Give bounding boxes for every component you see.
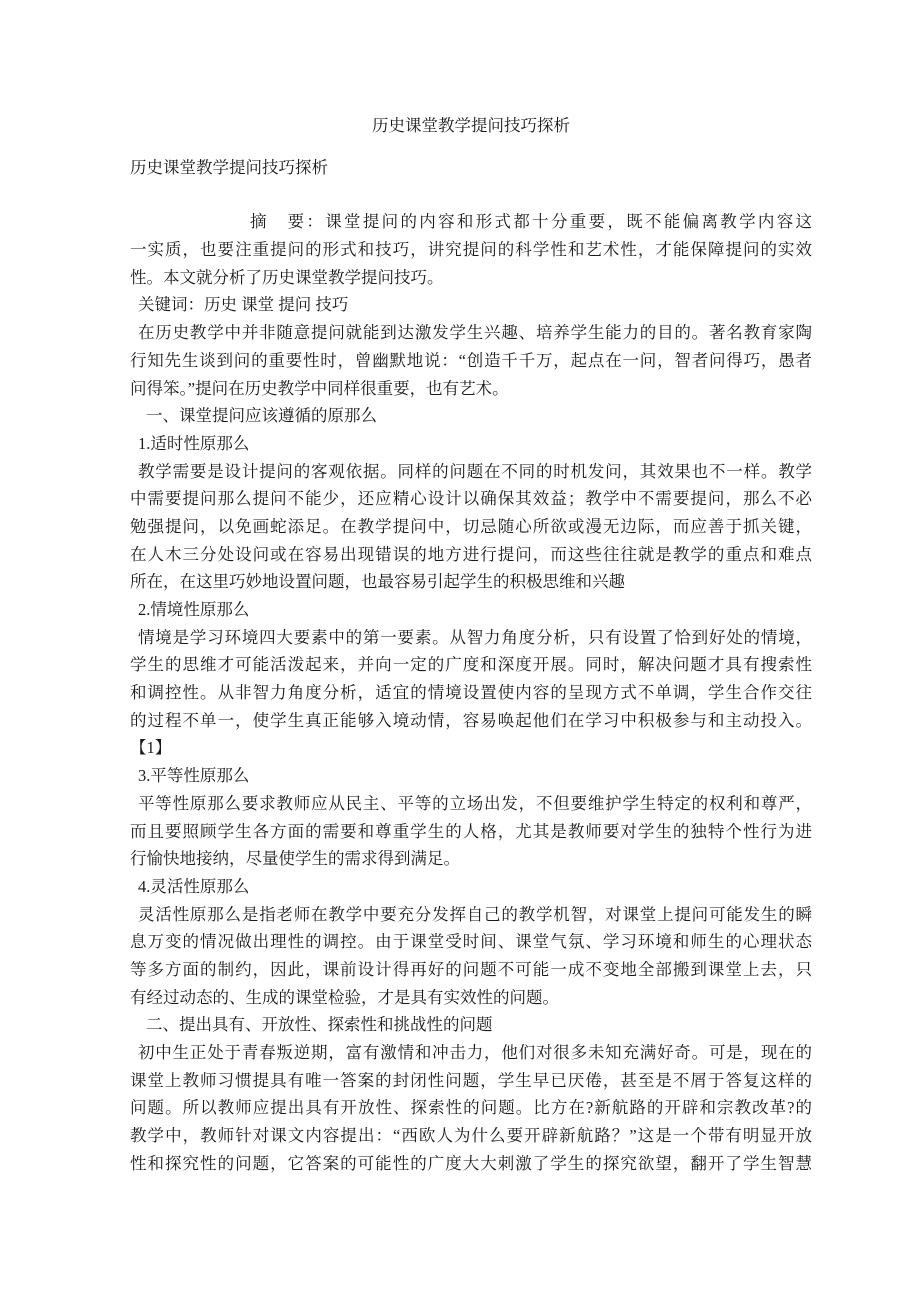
paragraph-body	[130, 458, 812, 596]
text-line: 在人木三分处设问或在容易出现错误的地方进行提问，而这些往往就是教学的重点和难点	[130, 544, 812, 564]
paragraph-abstract	[130, 208, 812, 291]
document-page	[130, 112, 812, 1177]
text-line: 课堂上教师习惯提具有唯一答案的封闭性问题，学生早已厌倦，甚至是不屑于答复这样的	[130, 1070, 812, 1090]
text-line: 4.灵活性原那么	[138, 876, 250, 896]
text-line: 1.适时性原那么	[138, 433, 250, 453]
text-line: 而且要照顾学生各方面的需要和尊重学生的人格，尤其是教师要对学生的独特个性行为进	[130, 821, 812, 841]
paragraph-body	[130, 1039, 812, 1177]
text-line: 有经过动态的、生成的课堂检验，才是具有实效性的问题。	[130, 987, 559, 1007]
text-line: 和调控性。从非智力角度分析，适宜的情境设置使内容的呈现方式不单调，学生合作交往	[130, 683, 812, 703]
text-line: 灵活性原那么是指老师在教学中要充分发挥自己的教学机智，对课堂上提问可能发生的瞬	[138, 904, 812, 924]
text-line: 二、提出具有、开放性、探索性和挑战性的问题	[146, 1015, 493, 1035]
text-line: 教学中，教师针对课文内容提出：“西欧人为什么要开辟新航路？”这是一个带有明显开放	[130, 1126, 812, 1146]
text-line: 一实质，也要注重提问的形式和技巧，讲究提问的科学性和艺术性，才能保障提问的实效	[130, 240, 812, 260]
paragraph-body	[130, 319, 812, 402]
text-line: 中需要提问那么提问不能少，还应精心设计以确保其效益；教学中不需要提问，那么不必	[130, 489, 812, 509]
doc-paragraphs	[130, 208, 812, 1177]
text-line: 初中生正处于青春叛逆期，富有激情和冲击力，他们对很多未知充满好奇。可是，现在的	[138, 1043, 812, 1062]
paragraph-heading2	[130, 430, 812, 458]
paragraph-heading2	[130, 762, 812, 790]
paragraph-heading1	[130, 1011, 812, 1039]
text-line: 问题。所以教师应提出具有开放性、探索性的问题。比方在?新航路的开辟和宗教改革?的	[130, 1098, 812, 1118]
paragraph-heading2	[130, 873, 812, 901]
paragraph-heading2	[130, 596, 812, 624]
text-line: 勉强提问，以免画蛇添足。在教学提问中，切忌随心所欲或漫无边际，而应善于抓关键，	[130, 516, 812, 536]
text-line: 情境是学习环境四大要素中的第一要素。从智力角度分析，只有设置了恰到好处的情境，	[138, 627, 812, 647]
text-line: 性和探究性的问题，它答案的可能性的广度大大刺激了学生的探究欲望，翻开了学生智慧	[130, 1153, 812, 1173]
text-line: 学生的思维才可能活泼起来，并向一定的广度和深度开展。同时，解决问题才具有搜索性	[130, 655, 812, 675]
text-line: 教学需要是设计提问的客观依据。同样的问题在不同的时机发问，其效果也不一样。教学	[138, 461, 812, 481]
text-line: 的过程不单一，使学生真正能够入境动情，容易唤起他们在学习中积极参与和主动投入。	[130, 710, 812, 730]
text-line: 问得笨。”提问在历史教学中同样很重要，也有艺术。	[130, 378, 509, 398]
text-line: 在历史教学中并非随意提问就能到达激发学生兴趣、培养学生能力的目的。著名教育家陶	[138, 323, 812, 343]
paragraph-heading1	[130, 402, 812, 430]
text-line: 一、课堂提问应该遵循的原那么	[146, 406, 377, 426]
text-line: 平等性原那么要求教师应从民主、平等的立场出发，不但要维护学生特定的权利和尊严，	[138, 793, 812, 813]
text-line: 3.平等性原那么	[138, 766, 250, 786]
text-line: 所在，在这里巧妙地设置问题，也最容易引起学生的积极思维和兴趣	[130, 572, 625, 592]
paragraph-body	[130, 790, 812, 873]
paragraph-keywords	[130, 291, 812, 319]
text-line: 行愉快地接纳，尽量使学生的需求得到满足。	[130, 849, 460, 869]
text-line: 摘 要：课堂提问的内容和形式都十分重要，既不能偏离教学内容这	[250, 212, 812, 232]
doc-subtitle: 历史课堂教学提问技巧探析	[130, 157, 328, 177]
text-line: 关键词：历史 课堂 提问 技巧	[138, 295, 349, 315]
text-line: 等多方面的制约，因此，课前设计得再好的问题不可能一成不变地全部搬到课堂上去，只	[130, 959, 812, 979]
text-line: 息万变的情况做出理性的调控。由于课堂受时间、课堂气氛、学习环境和师生的心理状态	[130, 932, 812, 952]
paragraph-body	[130, 901, 812, 1012]
text-line: 【1】	[130, 738, 172, 758]
text-line: 行知先生谈到问的重要性时，曾幽默地说：“创造千千万，起点在一问，智者问得巧，愚者	[130, 350, 812, 370]
doc-title: 历史课堂教学提问技巧探析	[372, 116, 570, 135]
text-line: 性。本文就分析了历史课堂教学提问技巧。	[130, 267, 444, 287]
text-line: 2.情境性原那么	[138, 600, 250, 619]
paragraph-body	[130, 624, 812, 762]
